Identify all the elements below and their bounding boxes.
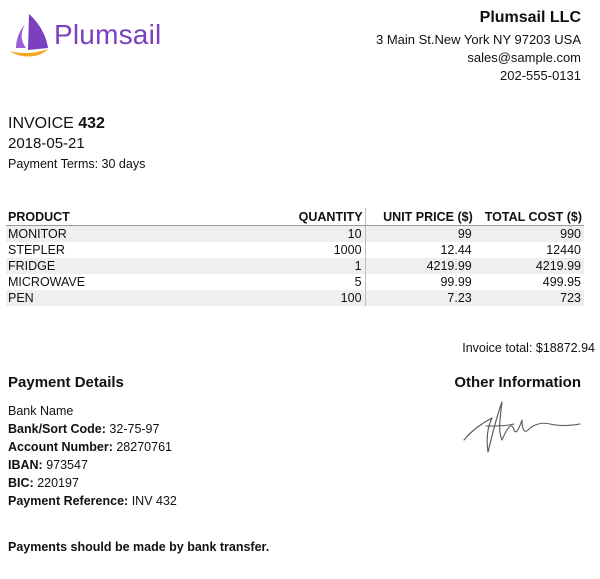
sort-code-label: Bank/Sort Code:	[8, 422, 106, 436]
payment-reference-value: INV 432	[131, 494, 177, 508]
payment-reference-line	[8, 492, 177, 510]
invoice-number: 432	[78, 115, 105, 132]
cell-product: PEN	[8, 291, 34, 305]
invoice-title	[8, 115, 105, 133]
sort-code-line	[8, 420, 177, 438]
cell-total-cost: 4219.99	[535, 259, 581, 273]
iban-line	[8, 456, 177, 474]
table-row	[6, 274, 584, 290]
company-name: Plumsail LLC	[479, 9, 581, 26]
cell-product: STEPLER	[8, 243, 65, 257]
iban-label: IBAN:	[8, 458, 43, 472]
sail-logo-icon	[8, 12, 50, 58]
sort-code-value: 32-75-97	[109, 422, 160, 436]
cell-total-cost: 723	[560, 291, 581, 305]
invoice-label: INVOICE	[8, 115, 74, 132]
payment-details-heading: Payment Details	[8, 374, 124, 391]
cell-unit-price: 4219.99	[426, 259, 472, 273]
cell-quantity: 1000	[247, 242, 365, 258]
cell-unit-price: 99.99	[440, 275, 472, 289]
company-logo	[8, 12, 161, 58]
bank-name: Bank Name	[8, 404, 74, 418]
invoice-total: Invoice total: $18872.94	[462, 341, 595, 355]
table-row	[6, 242, 584, 258]
cell-total-cost: 990	[560, 227, 581, 241]
cell-unit-price: 99	[457, 227, 472, 241]
iban-value: 973547	[46, 458, 88, 472]
cell-quantity: 100	[247, 290, 365, 306]
cell-quantity: 5	[247, 274, 365, 290]
header-quantity: QUANTITY	[247, 208, 365, 226]
company-phone: 202-555-0131	[500, 68, 581, 83]
cell-unit-price: 12.44	[440, 243, 472, 257]
table-row	[6, 290, 584, 306]
payment-note: Payments should be made by bank transfer.	[8, 540, 270, 554]
payment-details	[8, 402, 177, 510]
table-header-row	[6, 208, 584, 226]
cell-product: MICROWAVE	[8, 275, 86, 289]
header-total-cost: TOTAL COST ($)	[475, 208, 584, 226]
cell-unit-price: 7.23	[447, 291, 472, 305]
table-row	[6, 258, 584, 274]
account-number-line	[8, 438, 177, 456]
cell-quantity: 10	[247, 226, 365, 243]
invoice-date: 2018-05-21	[8, 135, 85, 152]
bic-value: 220197	[37, 476, 79, 490]
items-table	[6, 208, 584, 306]
other-information-heading: Other Information	[454, 374, 581, 391]
company-address: 3 Main St.New York NY 97203 USA	[376, 32, 581, 47]
signature-icon	[462, 396, 582, 466]
company-email: sales@sample.com	[467, 50, 581, 65]
bic-label: BIC:	[8, 476, 34, 490]
logo-text: Plumsail	[54, 19, 162, 50]
header-unit-price: UNIT PRICE ($)	[365, 208, 475, 226]
payment-terms: Payment Terms: 30 days	[8, 157, 146, 171]
account-number-label: Account Number:	[8, 440, 113, 454]
cell-total-cost: 499.95	[542, 275, 581, 289]
account-number-value: 28270761	[116, 440, 172, 454]
cell-total-cost: 12440	[546, 243, 581, 257]
company-info	[376, 8, 581, 85]
bic-line	[8, 474, 177, 492]
cell-product: FRIDGE	[8, 259, 56, 273]
cell-quantity: 1	[247, 258, 365, 274]
cell-product: MONITOR	[8, 227, 67, 241]
payment-reference-label: Payment Reference:	[8, 494, 129, 508]
table-row	[6, 226, 584, 243]
header-product: PRODUCT	[6, 208, 247, 226]
